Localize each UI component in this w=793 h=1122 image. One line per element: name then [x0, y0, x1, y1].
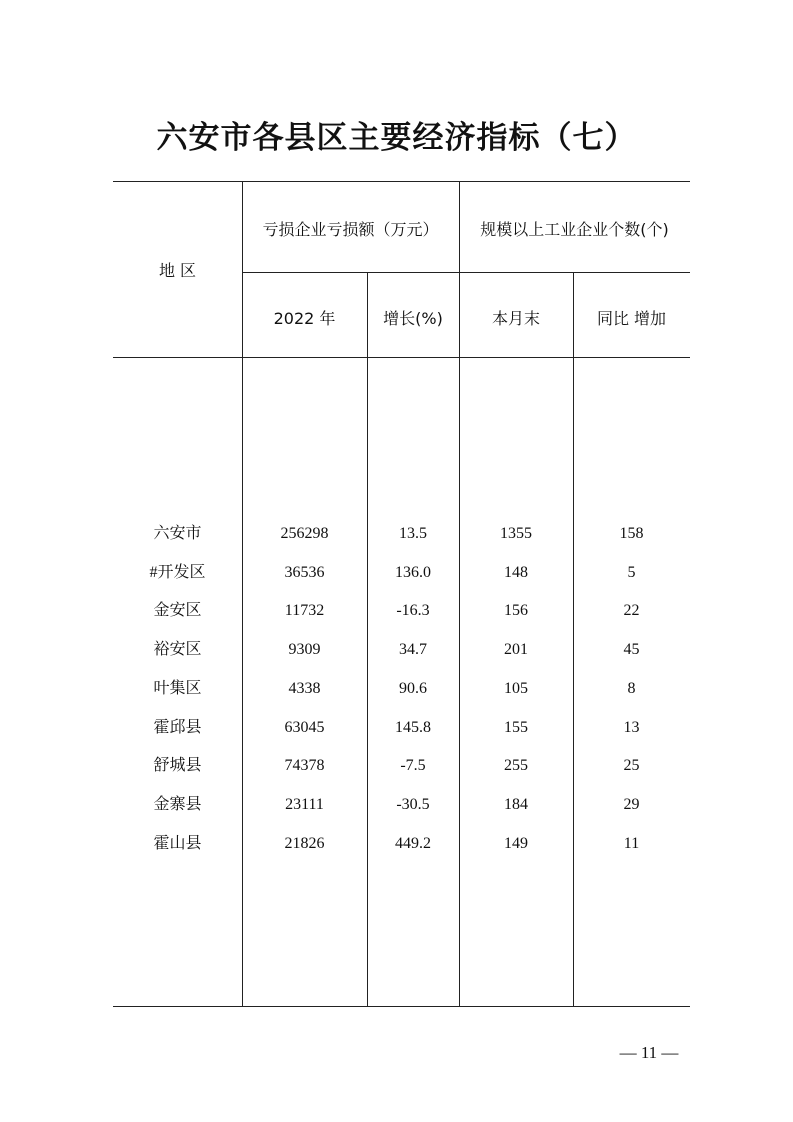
cell-loss-amount: 256298 [280, 525, 329, 542]
table-row [0, 785, 793, 824]
page-number: — 11 — [619, 1043, 679, 1062]
cell-region: 叶集区 [153, 679, 202, 697]
cell-region: 霍邱县 [153, 718, 202, 736]
cell-enterprise-count: 184 [504, 795, 528, 813]
header-region: 地 区 [158, 261, 197, 280]
header-loss-amount: 亏损企业亏损额（万元） [262, 220, 439, 239]
cell-region: 六安市 [153, 525, 202, 542]
header-year-2022: 2022 年 [273, 309, 336, 328]
cell-yoy-increase: 22 [623, 602, 640, 620]
cell-loss-amount: 74378 [284, 757, 325, 775]
cell-enterprise-count: 201 [504, 641, 528, 659]
cell-loss-amount: 11732 [284, 602, 325, 620]
cell-loss-amount: 9309 [288, 641, 321, 659]
cell-yoy-increase: 45 [623, 641, 640, 659]
cell-yoy-increase: 25 [623, 757, 640, 775]
cell-growth: 136.0 [395, 563, 431, 581]
cell-enterprise-count: 1355 [500, 525, 532, 542]
table-row [0, 553, 793, 592]
cell-yoy-increase: 8 [627, 679, 636, 697]
cell-loss-amount: 63045 [284, 718, 325, 736]
cell-yoy-increase: 13 [623, 718, 640, 736]
header-yoy-increase: 同比 增加 [596, 309, 667, 328]
cell-growth: -30.5 [396, 795, 430, 813]
table-row [0, 514, 793, 553]
cell-enterprise-count: 156 [504, 602, 528, 620]
header-month-end: 本月末 [491, 309, 540, 328]
table-bottom-border [113, 1006, 690, 1007]
table-row [0, 746, 793, 785]
cell-enterprise-count: 105 [504, 679, 528, 697]
cell-region: 舒城县 [153, 757, 202, 775]
page-title: 六安市各县区主要经济指标（七） [156, 120, 637, 156]
cell-growth: -16.3 [396, 602, 430, 620]
header-growth: 增长(%) [383, 309, 443, 328]
cell-region: 裕安区 [153, 641, 202, 659]
cell-loss-amount: 23111 [285, 795, 324, 813]
cell-enterprise-count: 155 [504, 718, 528, 736]
cell-enterprise-count: 255 [504, 757, 528, 775]
cell-growth: 34.7 [399, 641, 427, 659]
table-row [0, 708, 793, 747]
table-row [0, 591, 793, 630]
cell-yoy-increase: 11 [623, 834, 640, 852]
cell-region: 金寨县 [153, 795, 202, 813]
header-bottom-border [113, 357, 690, 358]
cell-loss-amount: 4338 [288, 679, 321, 697]
table-row [0, 824, 793, 863]
cell-yoy-increase: 29 [623, 795, 640, 813]
cell-yoy-increase: 5 [627, 563, 636, 581]
cell-region: 霍山县 [153, 834, 202, 852]
table-top-border [113, 181, 690, 182]
cell-yoy-increase: 158 [619, 525, 644, 542]
table-row [0, 630, 793, 669]
cell-region: #开发区 [149, 563, 206, 581]
table-row [0, 669, 793, 708]
cell-enterprise-count: 149 [504, 834, 528, 852]
cell-loss-amount: 21826 [284, 834, 325, 852]
group-header-divider [242, 272, 690, 273]
cell-growth: 145.8 [395, 718, 431, 736]
cell-growth: 449.2 [395, 834, 431, 852]
cell-growth: -7.5 [400, 757, 426, 775]
cell-enterprise-count: 148 [504, 563, 528, 581]
cell-loss-amount: 36536 [284, 563, 325, 581]
header-enterprise-count: 规模以上工业企业个数(个) [480, 220, 669, 239]
cell-region: 金安区 [153, 602, 202, 620]
cell-growth: 90.6 [399, 679, 427, 697]
cell-growth: 13.5 [399, 525, 427, 542]
